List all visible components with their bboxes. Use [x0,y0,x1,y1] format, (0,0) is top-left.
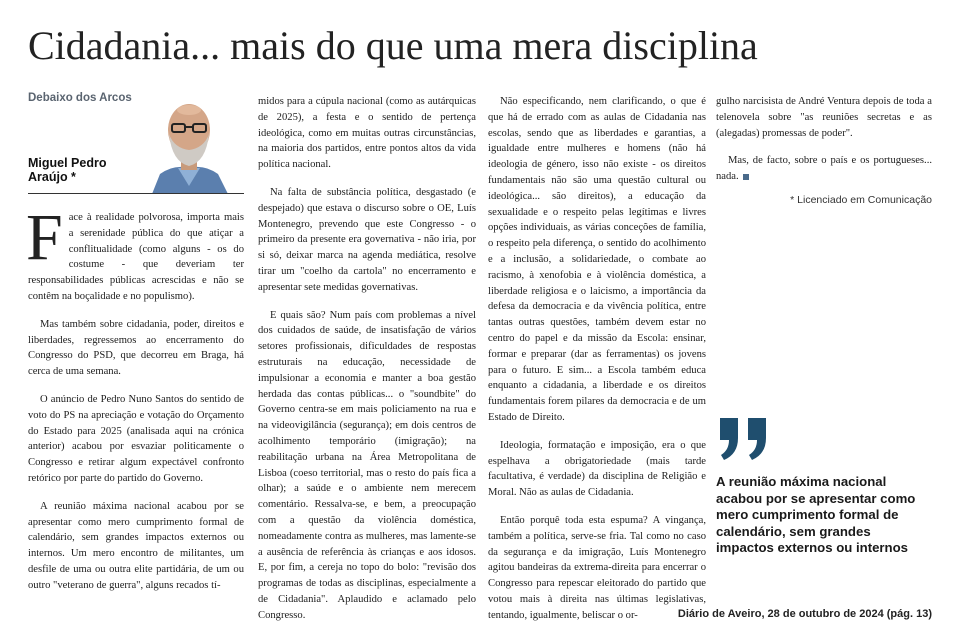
section-label: Debaixo dos Arcos [28,92,132,104]
source-credit: Diário de Aveiro, 28 de outubro de 2024 (pág. 13) [677,608,932,620]
article-column-4 [716,94,932,197]
paragraph-text: Mas, de facto, sobre o país e os portugueses... nada. [716,155,932,183]
paragraph: Então porquê toda esta espuma? A vingança, também a política, serve-se fria. Tal como no caso da segurança e da imigração, Luís Montenegro agitou bandeiras da extrema-direita para encerrar o Congresso para repescar eleitorado do partido que votou mais à direita nas últimas legislativas, tentando, igualmente, beliscar o or- [488,514,706,621]
author-footnote: * Licenciado em Comunicação [790,194,932,206]
paragraph: Não especificando, nem clarificando, o que é que há de errado com as aulas de Cidadania nas escolas, sendo que as liberdades e garantias, a igualdade entre mulheres e homens (não há ideologia de género, isso não existe - os direitos fundamentais não são uma questão cultural ou ideológica... são direitos), a educação da sexualidade e o respeito pelas legítimas e livres opções individuais, as várias conceções de família, o respeito pela diferença, o sentido do acolhimento e a inclusão, a solidariedade, o combate ao racismo, à xenofobia e à violência doméstica, a liberdade religiosa e o laicismo, a importância da defesa da democracia e da vivência política, entre tantas outras questões, também devem estar no centro do papel e da missão da Escola: ensinar, formar e preparar (dar as ferramentas) os jovens para o futuro. E sim... a Escola também educa enquanto a cidadania, a liberdade e os direitos fundamentais forem pilares da democracia e de um Estado de Direito. [488,96,706,423]
paragraph [716,153,932,185]
article-column-3 [488,94,706,636]
paragraph: midos para a cúpula nacional (como as autárquicas de 2025), a festa e o sentido de pertença ideológica, como em muitas outras circunstâncias, na maioria dos partidos, entre pontos altos da vida política nacional. [258,96,476,171]
paragraph: Mas também sobre cidadania, poder, direitos e liberdades, regressemos ao encerramento do Congresso do PSD, que decorreu em Braga, há cerca de uma semana. [28,318,244,378]
paragraph: Na falta de substância política, desgastado (e despejado) que estava o discurso sobre o OE, Luís Montenegro, prevendo que este Congresso - o primeiro da presente era governativa - não iria, por si só, deixar marca na agenda mediática, resolve tirar um "coelho da cartola" no encerramento e apresentar sete medidas governativas. [258,186,476,293]
quote-mark-icon [716,414,776,462]
author-divider [28,193,244,194]
paragraph: O anúncio de Pedro Nuno Santos do sentido de voto do PS na apreciação e votação do Orçamento do Estado para 2025 (analisada aqui na crónica anterior) acabou por esvaziar politicamente o Congresso e retirar algum expectável confronto retórico por parte do partido do Governo. [28,393,244,484]
paragraph-text: ace à realidade polvorosa, importa mais a serenidade pública do que atiçar a conflitualidade (como alguns - os do costume - que deveriam ter responsabilidades públicas acrescidas e não se contêm na boçalidade e no populismo). [28,212,244,302]
paragraph: A reunião máxima nacional acabou por se apresentar como mero cumprimento formal de calendário, sem grandes impactos externos ou internos. Um mero encontro de militantes, um desfile de uma ou outra elite partidária, de um ou outro "veterano de guerra", alguns recados tí- [28,500,244,591]
end-mark-icon [743,174,749,180]
paragraph [26,201,244,305]
article-column-1 [26,201,244,606]
drop-cap: F [26,201,63,274]
author-name: Miguel Pedro Araújo * [28,156,107,184]
paragraph: gulho narcisista de André Ventura depois de toda a telenovela sobre "as reuniões secretas e as (alegadas) promessas de poder". [716,96,932,139]
author-photo [134,96,244,194]
paragraph: Ideologia, formatação e imposição, era o que espelhava a obrigatoriedade (mais tarde facultativa, é verdade) da disciplina de Religião e Moral. Não as aulas de Cidadania. [488,439,706,499]
headline: Cidadania... mais do que uma mera disciplina [28,23,758,68]
pull-quote: A reunião máxima nacional acabou por se apresentar como mero cumprimento formal de calendário, sem grandes impactos externos ou internos [716,474,916,556]
paragraph: E quais são? Num país com problemas a nível dos cuidados de saúde, de insatisfação de vários setores profissionais, dificuldades de respostas estruturais na educação, necessidade de impulsionar a economia e manter a boa gestão herdada das contas públicas... o "soundbite" do Governo centra-se em mais policiamento na rua e na videovigilância (segurança); em dois centros de acolhimento temporário (imigração); na reabilitação urbana na Área Metropolitana de Lisboa (coeso territorial, mas o resto do país fica a olhar); a saúde e o ambiente nem merecem comentário. Ressalva-se, e bem, a preocupação com a questão da violência doméstica, nomeadamente contra as mulheres, mas lamente-se a ausência de referência às crianças e aos idosos. E, por fim, a cereja no topo do bolo: "revisão dos programas de todas as disciplinas, especialmente a de Cidadania". Aplaudido e aclamado pelo Congresso. [258,309,476,621]
article-column-2 [258,94,476,636]
